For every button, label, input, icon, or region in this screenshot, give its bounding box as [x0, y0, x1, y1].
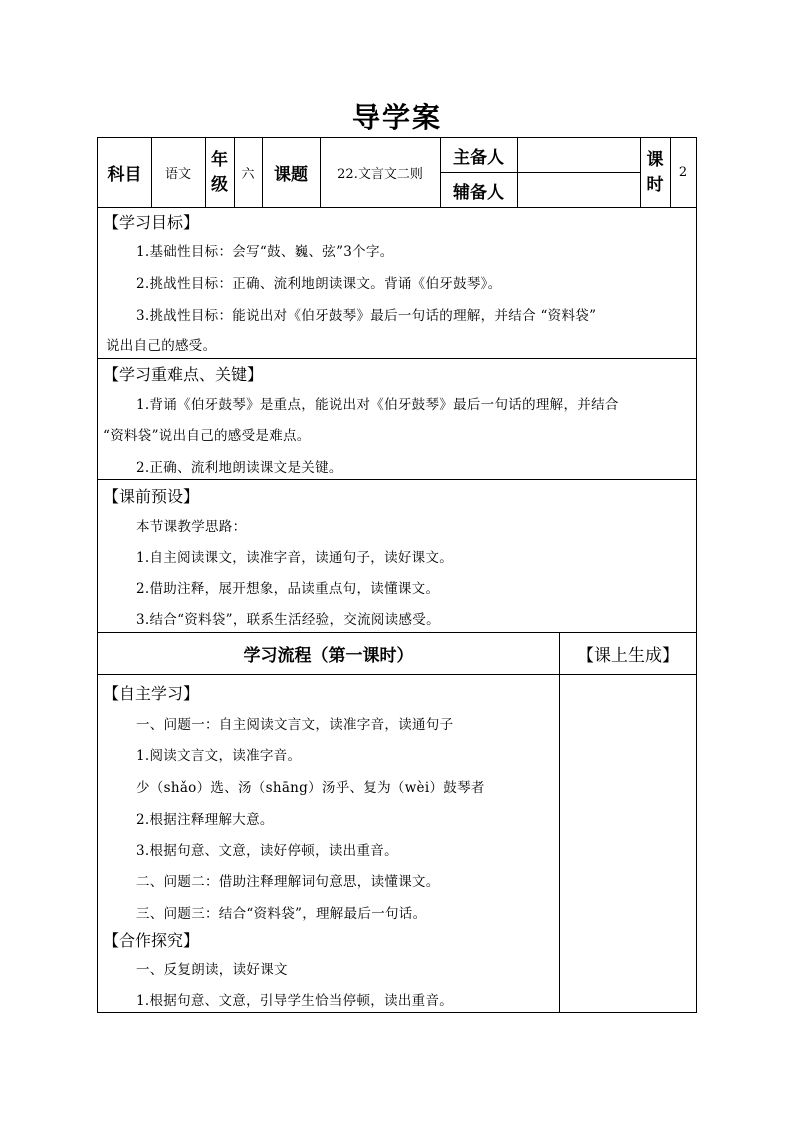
- period-value: 2: [678, 165, 688, 180]
- preview-line: 1.自主阅读课文，读准字音，读通句子，读好课文。: [136, 550, 454, 566]
- key-point-line: 1.背诵《伯牙鼓琴》是重点，能说出对《伯牙鼓琴》最后一句话的理解，并结合: [136, 397, 619, 413]
- key-points-heading: 【学习重难点、关键】: [103, 365, 264, 384]
- lead-prep-label: 主备人: [453, 147, 504, 168]
- subject-label: 科目: [107, 165, 142, 185]
- self-study-line: 一、问题一：自主阅读文言文，读准字音，读通句子: [136, 717, 454, 733]
- grade-label: [205, 138, 234, 207]
- assist-prep-label: 辅备人: [453, 182, 504, 203]
- objectives-heading: 【学习目标】: [103, 213, 200, 232]
- objective-line: 1.基础性目标：会写“鼓、巍、弦”3个字。: [136, 244, 394, 260]
- preview-line: 本节课教学思路：: [136, 519, 247, 535]
- coop-line: 一、反复朗读，读好课文: [136, 962, 288, 978]
- objective-line: 3.挑战性目标：能说出对《伯牙鼓琴》最后一句话的理解，并结合 “资料袋”: [136, 308, 597, 324]
- self-study-line: 三、问题三：结合“资料袋”，理解最后一句话。: [136, 906, 427, 922]
- topic-label: 课题: [274, 165, 308, 185]
- topic-value: 22.文言文二则: [337, 167, 423, 182]
- period-label-part: 时: [646, 174, 664, 195]
- flow-header-divider: [98, 674, 696, 675]
- coop-line: 1.根据句意、文意，引导学生恰当停顿，读出重音。: [136, 993, 454, 1009]
- self-study-line: 少（shǎo）选、汤（shāng）汤乎、复为（wèi）鼓琴者: [136, 780, 485, 796]
- study-guide-table: [97, 137, 697, 1013]
- header-bottom-line: [98, 207, 696, 208]
- self-study-line: 二、问题二：借助注释理解词句意思，读懂课文。: [136, 874, 440, 890]
- in-class-output-title: 【课上生成】: [577, 645, 679, 666]
- section-divider: [98, 479, 696, 480]
- preview-heading: 【课前预设】: [103, 487, 200, 506]
- preview-line: 2.借助注释，展开想象，品读重点句，读懂课文。: [136, 581, 440, 597]
- preview-line: 3.结合“资料袋”，联系生活经验，交流阅读感受。: [136, 612, 440, 628]
- period-label-part: 课: [646, 149, 664, 170]
- grade-value: 六: [241, 167, 255, 182]
- lead-prep-value: [517, 138, 640, 172]
- flow-title: 学习流程（第一课时）: [243, 645, 414, 666]
- page-title: 导学案: [351, 101, 442, 134]
- self-study-line: 3.根据句意、文意，读好停顿，读出重音。: [136, 843, 398, 859]
- period-label: [640, 138, 670, 207]
- self-study-line: 2.根据注释理解大意。: [136, 812, 274, 828]
- self-study-heading: 【自主学习】: [103, 684, 200, 703]
- key-point-line: “资料袋”说出自己的感受是难点。: [103, 428, 311, 444]
- self-study-line: 1.阅读文言文，读准字音。: [136, 748, 302, 764]
- objective-line: 说出自己的感受。: [106, 338, 217, 354]
- key-point-line: 2.正确、流利地朗读课文是关键。: [136, 460, 343, 476]
- flow-column-divider: [559, 632, 560, 1012]
- coop-heading: 【合作探究】: [103, 931, 200, 950]
- grade-label-part: 年: [211, 149, 228, 170]
- assist-prep-value: [517, 173, 640, 207]
- grade-label-part: 级: [211, 174, 228, 195]
- objective-line: 2.挑战性目标：正确、流利地朗读课文。背诵《伯牙鼓琴》。: [136, 276, 502, 292]
- section-divider: [98, 358, 696, 359]
- subject-value: 语文: [164, 167, 191, 182]
